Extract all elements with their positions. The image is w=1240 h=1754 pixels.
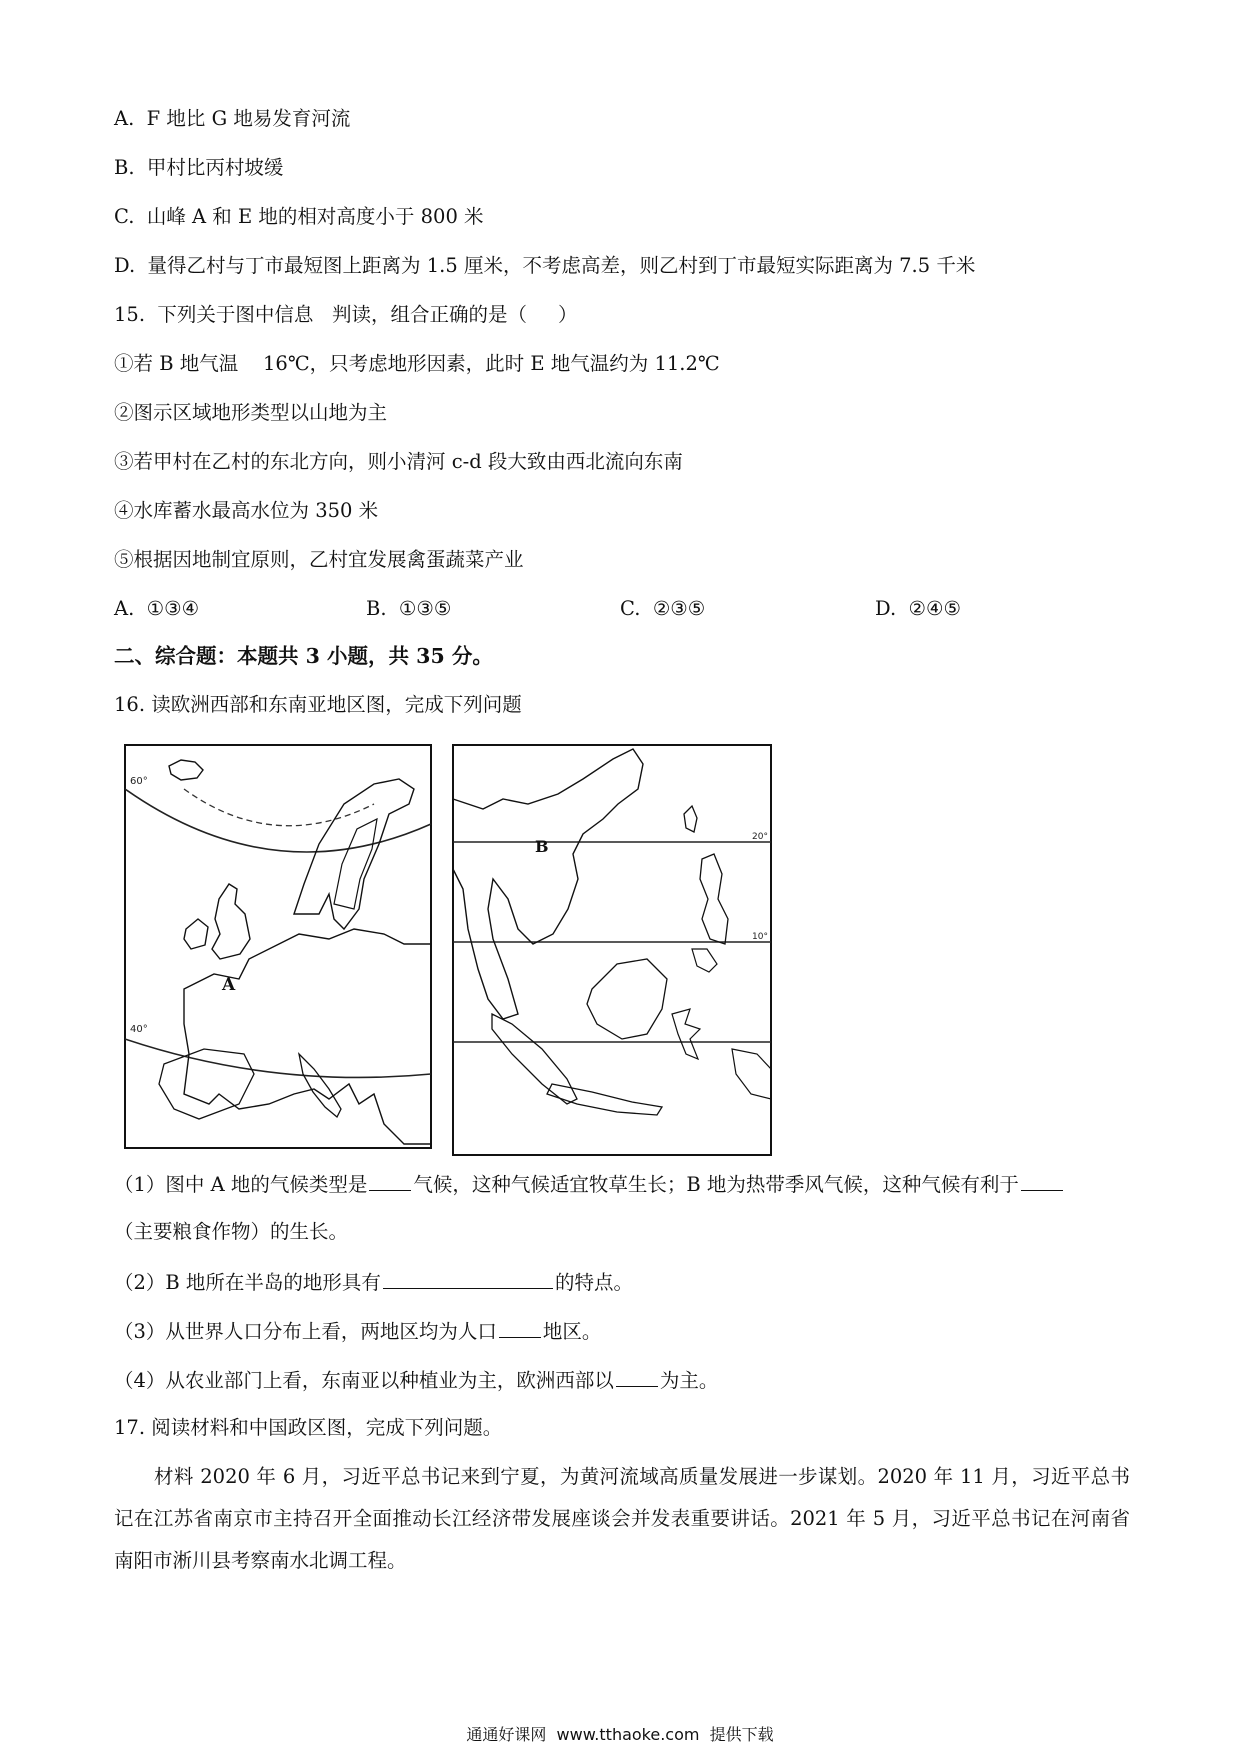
answer-blank[interactable]: [1021, 1170, 1063, 1191]
q15-option-c: C. ②③⑤: [620, 597, 706, 620]
answer-blank[interactable]: [369, 1170, 411, 1191]
q16-sub4-part-a: （4）从农业部门上看，东南亚以种植业为主，欧洲西部以: [114, 1369, 614, 1392]
answer-blank[interactable]: [616, 1366, 658, 1387]
q15-item-5: ⑤根据因地制宜原则，乙村宜发展禽蛋蔬菜产业: [114, 548, 524, 571]
footer-url[interactable]: www.tthaoke.com: [556, 1725, 700, 1744]
lat-20-label: 20°: [752, 832, 768, 842]
southeast-asia-map: [452, 744, 772, 1156]
lat-40-label: 40°: [130, 1024, 148, 1035]
q16-sub3: [114, 1317, 601, 1345]
q17-stem: 17. 阅读材料和中国政区图，完成下列问题。: [114, 1416, 503, 1439]
q16-sub2: [114, 1268, 633, 1296]
q15-item-4: ④水库蓄水最高水位为 350 米: [114, 499, 379, 522]
section-heading: 二、综合题：本题共 3 小题，共 35 分。: [114, 644, 493, 668]
lat-60-label: 60°: [130, 776, 148, 787]
q16-sub2-part-a: （2）B 地所在半岛的地形具有: [114, 1271, 381, 1294]
footer-note: 提供下载: [699, 1725, 774, 1744]
q15-stem: 15. 下列关于图中信息 判读，组合正确的是（ ）: [114, 303, 578, 326]
q15-option-b: B. ①③⑤: [366, 597, 452, 620]
q16-sub4: [114, 1366, 718, 1394]
page-footer: [0, 1722, 1240, 1745]
q16-stem: 16. 读欧洲西部和东南亚地区图，完成下列问题: [114, 693, 522, 716]
answer-blank[interactable]: [383, 1268, 553, 1289]
q14-option-d: D. 量得乙村与丁市最短图上距离为 1.5 厘米，不考虑高差，则乙村到丁市最短实际距离为 7.5 千米: [114, 254, 976, 277]
q16-sub1-line1: [114, 1170, 1065, 1198]
answer-blank[interactable]: [499, 1317, 541, 1338]
q15-item-3: ③若甲村在乙村的东北方向，则小清河 c-d 段大致由西北流向东南: [114, 450, 683, 473]
europe-map: [124, 744, 432, 1149]
q16-sub2-part-b: 的特点。: [554, 1271, 633, 1294]
lat-10-label: 10°: [752, 932, 768, 942]
q16-sub1-part-a: （1）图中 A 地的气候类型是: [114, 1173, 368, 1196]
label-a: A: [222, 975, 236, 995]
label-b: B: [535, 837, 549, 856]
q17-material: 材料 2020 年 6 月，习近平总书记来到宁夏，为黄河流域高质量发展进一步谋划。2020 年 11 月，习近平总书记在江苏省南京市主持召开全面推动长江经济带发展座谈会并发表重要讲话。2021 年 5 月，习近平总书记在河南省南阳市淅川县考察南水北调工程。: [114, 1465, 1130, 1572]
q15-option-d: D. ②④⑤: [875, 597, 961, 620]
q16-sub1-line2: （主要粮食作物）的生长。: [114, 1220, 349, 1243]
q16-sub4-part-b: 为主。: [659, 1369, 719, 1392]
q15-option-a: A. ①③④: [114, 597, 200, 620]
footer-site-name: 通通好课网: [466, 1725, 557, 1744]
q16-sub3-part-a: （3）从世界人口分布上看，两地区均为人口: [114, 1320, 497, 1343]
q14-option-a: A. F 地比 G 地易发育河流: [114, 107, 351, 130]
q15-item-2: ②图示区域地形类型以山地为主: [114, 401, 388, 424]
q16-sub1-part-b: 气候，这种气候适宜牧草生长；B 地为热带季风气候，这种气候有利于: [413, 1173, 1019, 1196]
q15-item-1: ①若 B 地气温 16℃，只考虑地形因素，此时 E 地气温约为 11.2℃: [114, 352, 720, 375]
q14-option-b: B. 甲村比丙村坡缓: [114, 156, 284, 179]
q14-option-c: C. 山峰 A 和 E 地的相对高度小于 800 米: [114, 205, 484, 228]
q16-sub3-part-b: 地区。: [542, 1320, 602, 1343]
